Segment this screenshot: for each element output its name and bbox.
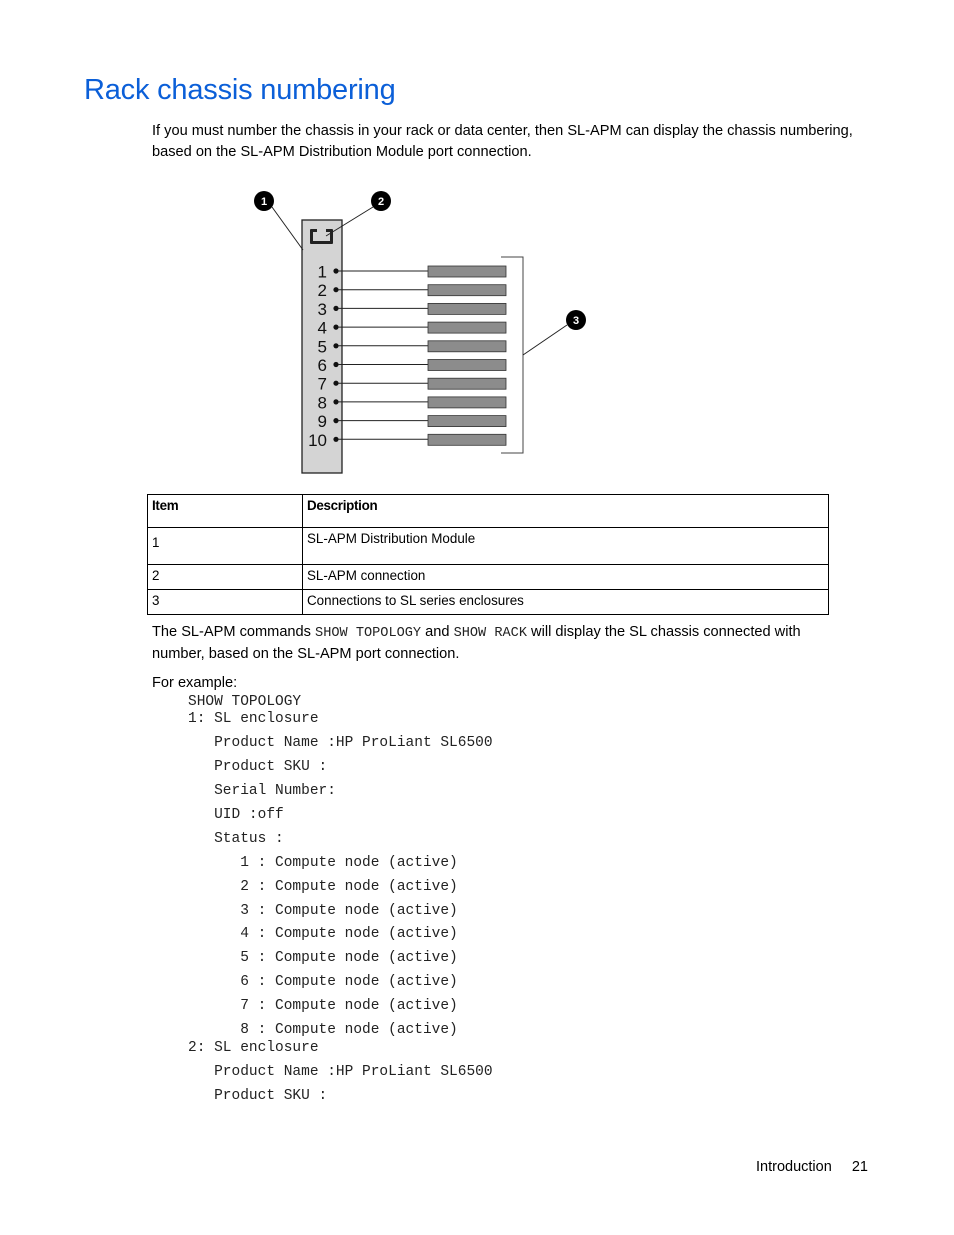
sl-enclosure: [428, 397, 506, 408]
port-number-label: 5: [317, 337, 327, 357]
callout-1-leader: [272, 207, 303, 250]
code-line: 7 : Compute node (active): [188, 998, 458, 1014]
port-dot: [333, 325, 338, 330]
commands-text-2: and: [421, 624, 454, 640]
sl-enclosure: [428, 378, 506, 389]
show-topology-command: SHOW TOPOLOGY: [315, 626, 422, 641]
item-cell: 1: [148, 528, 303, 565]
port-dot: [333, 362, 338, 367]
sl-enclosure: [428, 303, 506, 314]
port-dot: [333, 268, 338, 273]
sl-enclosure: [428, 360, 506, 371]
description-cell: SL-APM Distribution Module: [303, 528, 829, 565]
sl-enclosure: [428, 341, 506, 352]
page-title: Rack chassis numbering: [84, 74, 396, 106]
commands-text-1: The SL-APM commands: [152, 624, 316, 640]
sl-enclosure: [428, 434, 506, 445]
port-connector-icon: [310, 229, 333, 244]
sl-enclosure: [428, 285, 506, 296]
column-header-item: Item: [148, 495, 303, 528]
port-number-label: 8: [317, 393, 327, 413]
show-rack-command: SHOW RACK: [453, 626, 527, 641]
sl-enclosure: [428, 322, 506, 333]
table-row: [148, 590, 829, 615]
code-line: 1 : Compute node (active): [188, 855, 458, 871]
port-number-label: 4: [317, 318, 327, 338]
port-dot: [333, 381, 338, 386]
port-dot: [333, 306, 338, 311]
description-cell: Connections to SL series enclosures: [303, 590, 829, 615]
port-number-label: 1: [317, 262, 327, 282]
code-line: 8 : Compute node (active): [188, 1022, 458, 1038]
code-line: Product SKU :: [188, 1088, 328, 1104]
callout-3: [566, 310, 586, 330]
table-row: [148, 528, 829, 565]
callout-1: [254, 191, 274, 211]
sl-enclosure: [428, 266, 506, 277]
port-number-label: 6: [317, 356, 327, 375]
port-number-label: 2: [317, 281, 327, 301]
table-row: [148, 565, 829, 590]
code-line: Product SKU :: [188, 759, 328, 775]
item-description-table: [147, 494, 829, 615]
column-header-description: Description: [303, 495, 829, 528]
port-dot: [333, 418, 338, 423]
code-line: Product Name :HP ProLiant SL6500: [188, 735, 493, 751]
callout-3-leader: [523, 325, 567, 355]
code-line: 4 : Compute node (active): [188, 926, 458, 942]
code-line: 2 : Compute node (active): [188, 879, 458, 895]
port-number-label: 7: [317, 374, 327, 394]
svg-text:2: 2: [377, 196, 385, 208]
sl-enclosure: [428, 416, 506, 427]
svg-text:3: 3: [572, 315, 580, 327]
code-line: 5 : Compute node (active): [188, 950, 458, 966]
code-line: SHOW TOPOLOGY: [188, 694, 302, 710]
code-line: 3 : Compute node (active): [188, 903, 458, 919]
code-line: UID :off: [188, 807, 284, 823]
port-dot: [333, 399, 338, 404]
example-label: For example:: [152, 675, 238, 691]
port-dot: [333, 287, 338, 292]
commands-text-3: will display the SL chassis connected with number, based on the SL-APM port connection.: [152, 624, 801, 662]
page-footer: [756, 1159, 868, 1175]
code-line: 6 : Compute node (active): [188, 974, 458, 990]
port-number-label: 10: [308, 430, 327, 450]
code-line: 2: SL enclosure: [188, 1040, 319, 1056]
page-number: 21: [851, 1159, 868, 1175]
code-line: Product Name :HP ProLiant SL6500: [188, 1064, 493, 1080]
code-line: Serial Number:: [188, 783, 336, 799]
svg-text:1: 1: [260, 196, 268, 208]
callout-2: [371, 191, 391, 211]
item-cell: 2: [148, 565, 303, 590]
code-line: 1: SL enclosure: [188, 711, 319, 727]
item-cell: 3: [148, 590, 303, 615]
port-dot: [333, 343, 338, 348]
port-number-label: 9: [317, 412, 327, 432]
footer-section: Introduction: [756, 1159, 832, 1175]
description-cell: SL-APM connection: [303, 565, 829, 590]
port-number-label: 3: [317, 299, 327, 319]
chassis-numbering-diagram: [240, 185, 600, 477]
intro-paragraph: If you must number the chassis in your rack or data center, then SL-APM can display the chassis numbering, based on the SL-APM Distribution Module port connection.: [152, 123, 853, 160]
port-dot: [333, 437, 338, 442]
table-header-row: [148, 495, 829, 528]
commands-paragraph: [152, 622, 852, 665]
code-line: Status :: [188, 831, 284, 847]
